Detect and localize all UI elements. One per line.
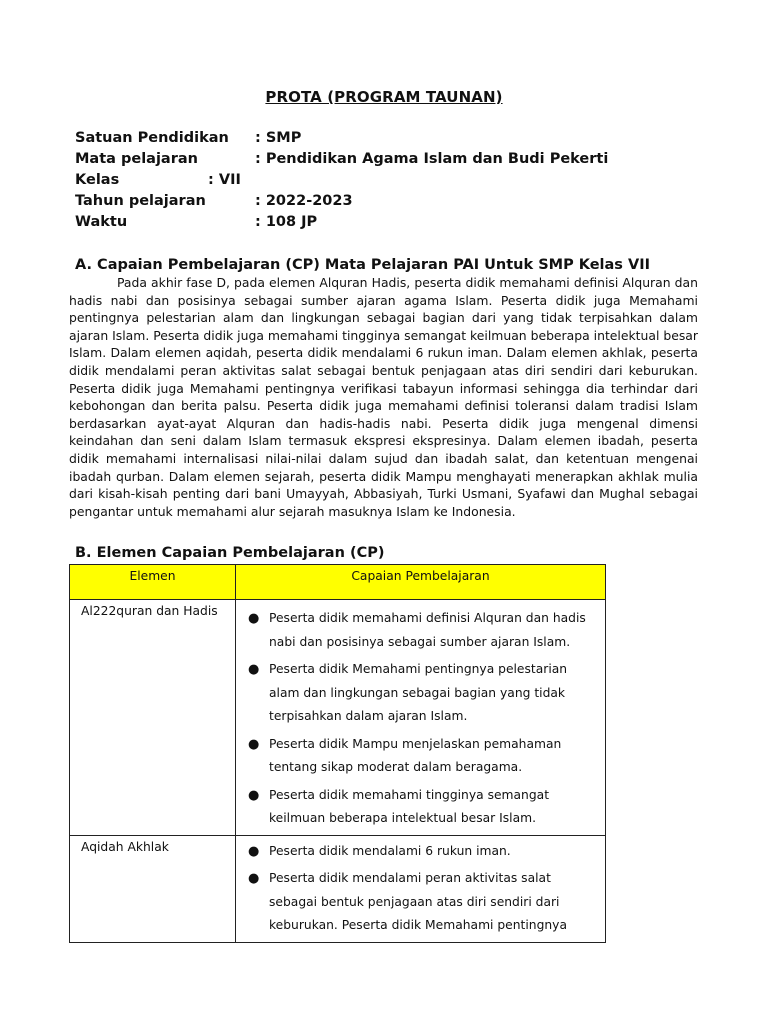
section-a-heading: A. Capaian Pembelajaran (CP) Mata Pelajaran PAI Untuk SMP Kelas VII	[75, 257, 651, 273]
list-item-text: Peserta didik Mampu menjelaskan pemahaman tentang sikap moderat dalam beragama.	[269, 736, 562, 774]
meta-value: : VII	[208, 172, 241, 188]
bullet-icon: ●	[248, 871, 260, 886]
list-item	[236, 733, 599, 780]
capaian-cell	[236, 600, 606, 836]
section-a-paragraph: Pada akhir fase D, pada elemen Alquran Hadis, peserta didik memahami definisi Alquran dan hadis nabi dan posisinya sebagai sumber ajaran agama Islam. Peserta didik juga Memahami pentingnya pelestarian alam dan lingkungan sebagai bagian dari yang tidak terpisahkan dalam ajaran Islam. Peserta didik juga memahami tingginya semangat keilmuan beberapa intelektual besar Islam. Dalam elemen aqidah, peserta didik mendalami 6 rukun iman. Dalam elemen akhlak, peserta didik mendalami peran aktivitas salat sebagai bentuk penjagaan atas diri sendiri dari keburukan. Peserta didik juga Memahami pentingnya verifikasi tabayun informasi sehingga dia terhindar dari kebohongan dan berita palsu. Peserta didik juga memahami definisi toleransi dalam tradisi Islam berdasarkan ayat-ayat Alquran dan hadis-hadis nabi. Peserta didik juga mengenal dimensi keindahan dan seni dalam Islam termasuk ekspresi ekspresinya. Dalam elemen ibadah, peserta didik memahami internalisasi nilai-nilai dalam sujud dan ibadah salat, dan ketentuan mengenai ibadah qurban. Dalam elemen sejarah, peserta didik Mampu menghayati menerapkan akhlak mulia dari kisah-kisah penting dari bani Umayyah, Abbasiyah, Turki Usmani, Syafawi dan Mughal sebagai pengantar untuk memahami alur sejarah masuknya Islam ke Indonesia.	[69, 275, 698, 519]
list-item-text: Peserta didik Memahami pentingnya pelestarian alam dan lingkungan sebagai bagian yang tidak terpisahkan dalam ajaran Islam.	[269, 662, 568, 723]
table-header-row	[70, 565, 606, 600]
elemen-name: Al222quran dan Hadis	[81, 604, 218, 618]
cp-table	[69, 564, 606, 943]
list-item	[236, 784, 599, 831]
meta-value: : 108 JP	[255, 214, 318, 230]
meta-label: Kelas	[75, 172, 120, 188]
elemen-cell	[70, 835, 236, 942]
meta-label: Satuan Pendidikan	[75, 130, 229, 146]
list-item	[236, 658, 599, 729]
meta-value: : Pendidikan Agama Islam dan Budi Pekerti	[255, 151, 609, 167]
meta-label: Mata pelajaran	[75, 151, 198, 167]
list-item-text: Peserta didik mendalami 6 rukun iman.	[269, 843, 511, 858]
list-item-text: Peserta didik mendalami peran aktivitas salat sebagai bentuk penjagaan atas diri sendiri dari keburukan. Peserta didik Memahami pentingnya	[269, 871, 567, 932]
table-row	[70, 835, 606, 942]
header-capaian: Capaian Pembelajaran	[236, 565, 606, 600]
bullet-icon: ●	[248, 736, 260, 752]
list-item-text: Peserta didik memahami definisi Alquran dan hadis nabi dan posisinya sebagai sumber ajaran Islam.	[269, 611, 586, 649]
elemen-cell	[70, 600, 236, 836]
meta-label: Waktu	[75, 214, 128, 230]
table-row	[70, 600, 606, 836]
list-item-text: Peserta didik memahami tingginya semangat keilmuan beberapa intelektual besar Islam.	[269, 787, 550, 825]
bullet-icon: ●	[248, 611, 260, 626]
list-item	[236, 867, 599, 938]
capaian-list	[236, 836, 605, 938]
bullet-icon: ●	[248, 662, 260, 677]
meta-value: : 2022-2023	[255, 193, 353, 209]
meta-value: : SMP	[255, 130, 302, 146]
list-item	[236, 840, 599, 864]
capaian-cell	[236, 835, 606, 942]
header-elemen: Elemen	[70, 565, 236, 600]
section-b-heading: B. Elemen Capaian Pembelajaran (CP)	[75, 545, 385, 561]
list-item	[236, 607, 599, 654]
meta-label: Tahun pelajaran	[75, 193, 206, 209]
document-title: PROTA (PROGRAM TAUNAN)	[265, 88, 503, 106]
bullet-icon: ●	[248, 843, 260, 859]
bullet-icon: ●	[248, 787, 260, 803]
elemen-name: Aqidah Akhlak	[81, 839, 169, 854]
capaian-list	[236, 600, 605, 831]
